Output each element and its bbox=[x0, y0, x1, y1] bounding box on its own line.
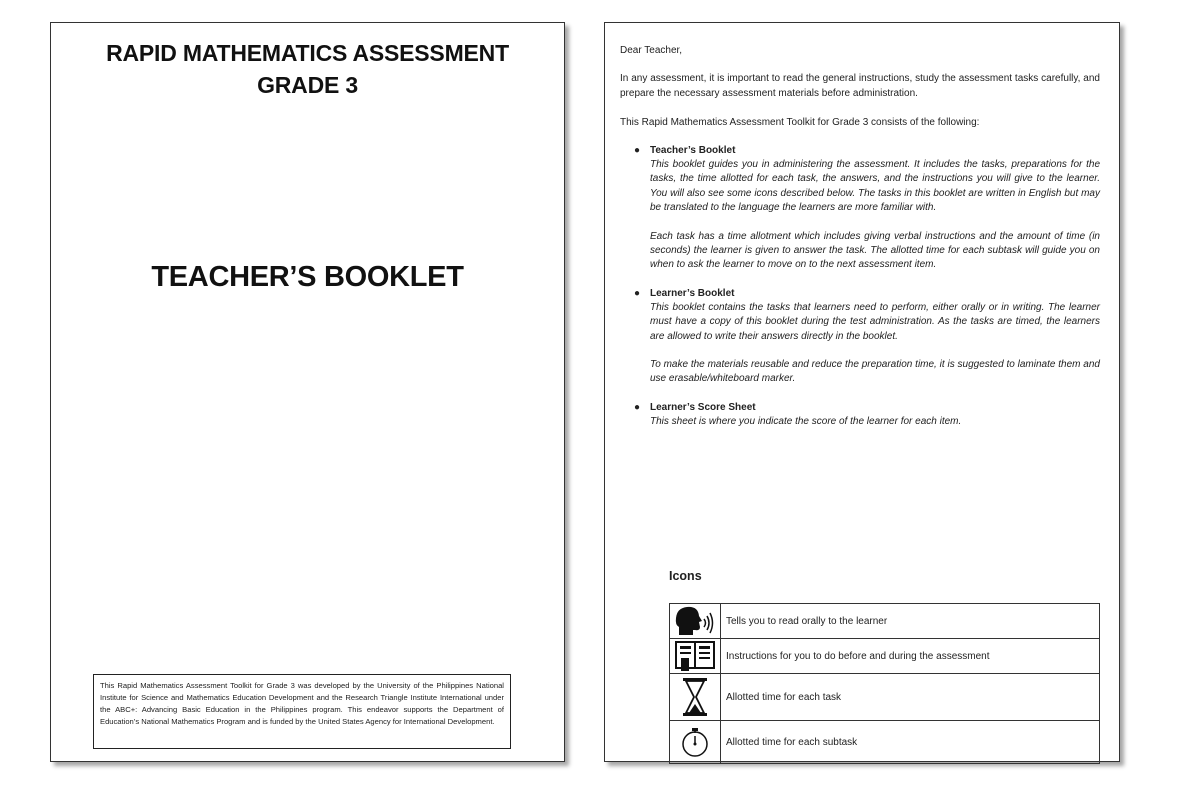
table-row bbox=[670, 721, 1100, 764]
salutation: Dear Teacher, bbox=[620, 45, 683, 56]
list-item-score-sheet bbox=[620, 400, 1100, 429]
credit-box: This Rapid Mathematics Assessment Toolkit for Grade 3 was developed by the University of the Philippines National Institute for Science and Mathematics Education Development and the Research Triangle Institute International under the ABC+: Advancing Basic Education in the Philippines program. This endeavor supports the Department of Education’s National Mathematics Program and is funded by the United States Agency for International Development. bbox=[93, 674, 511, 749]
table-row bbox=[670, 639, 1100, 674]
item-title: Learner’s Score Sheet bbox=[650, 401, 756, 413]
table-row bbox=[670, 674, 1100, 721]
inner-page bbox=[604, 22, 1120, 762]
cover-title-line2: GRADE 3 bbox=[257, 72, 358, 98]
icons-heading: Icons bbox=[669, 569, 702, 583]
intro-paragraph: In any assessment, it is important to read the general instructions, study the assessment tasks carefully, and prepare the necessary assessment materials before administration. bbox=[620, 73, 1100, 99]
item-title: Teacher’s Booklet bbox=[650, 145, 736, 156]
list-item-teachers-booklet bbox=[620, 143, 1100, 273]
booklet-title: TEACHER’S BOOKLET bbox=[151, 261, 464, 293]
item-title: Learner’s Booklet bbox=[650, 287, 735, 299]
bullet-icon: ● bbox=[634, 145, 641, 156]
speaking-head-icon bbox=[673, 605, 717, 637]
item-description: This booklet contains the tasks that learners need to perform, either orally or in writing. The learner must have a copy of this booklet during the test administration. As the tasks are timed, the learners are allowed to write their answers directly in the booklet. bbox=[650, 301, 1100, 342]
bullet-icon: ● bbox=[634, 401, 641, 413]
bullet-icon: ● bbox=[634, 287, 641, 299]
table-row bbox=[670, 604, 1100, 639]
icon-description: Instructions for you to do before and during the assessment bbox=[721, 639, 1100, 674]
letter-body bbox=[620, 43, 1100, 442]
cover-page bbox=[50, 22, 565, 762]
instructions-book-icon bbox=[673, 640, 717, 672]
icon-description: Tells you to read orally to the learner bbox=[721, 604, 1100, 639]
item-description: This booklet guides you in administering the assessment. It includes the tasks, preparations for the tasks, the time allotted for each task, the answers, and the instructions you will give to the learner. You will also see some icons described below. The tasks in this booklet are written in English but may be translated to the language the learners are more familiar with. bbox=[650, 159, 1100, 214]
consists-paragraph: This Rapid Mathematics Assessment Toolkit for Grade 3 consists of the following: bbox=[620, 117, 980, 128]
item-description: This sheet is where you indicate the score of the learner for each item. bbox=[650, 415, 962, 427]
icons-table bbox=[669, 603, 1100, 764]
hourglass-icon bbox=[680, 676, 710, 718]
icon-description: Allotted time for each task bbox=[721, 674, 1100, 721]
item-description: Each task has a time allotment which includes giving verbal instructions and the amount of time (in seconds) the learner is given to answer the task. The allotted time for each subtask will guide you on when to ask the learner to move on to the next assessment item. bbox=[650, 230, 1100, 271]
stopwatch-icon bbox=[679, 725, 711, 759]
list-item-learners-booklet bbox=[620, 286, 1100, 387]
cover-title-line1: RAPID MATHEMATICS ASSESSMENT bbox=[106, 40, 509, 66]
item-description: To make the materials reusable and reduce the preparation time, it is suggested to laminate them and use erasable/whiteboard marker. bbox=[650, 359, 1100, 385]
cover-title bbox=[51, 37, 564, 101]
icon-description: Allotted time for each subtask bbox=[721, 721, 1100, 764]
